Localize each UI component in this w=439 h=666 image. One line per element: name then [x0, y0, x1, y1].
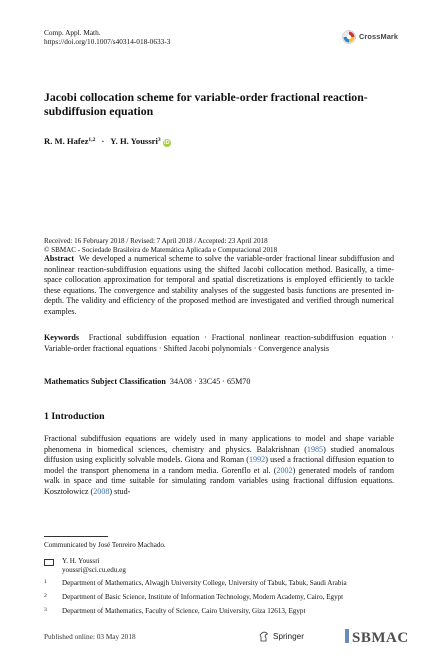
journal-header: [44, 28, 170, 47]
affiliation-text: Department of Basic Science, Institute of Information Technology, Modern Academy, Cairo, Egypt: [62, 593, 344, 601]
sbmac-logo-icon: [344, 627, 409, 646]
citation-link[interactable]: 2008: [93, 486, 110, 496]
intro-text: ) stud-: [109, 486, 131, 496]
author-affiliation-mark: 1,2: [88, 137, 96, 143]
affiliation-number: 3: [44, 607, 47, 613]
citation-link[interactable]: 1985: [306, 444, 324, 454]
keywords: [44, 333, 394, 354]
affiliation-text: Department of Mathematics, Faculty of Science, Cairo University, Giza 12613, Egypt: [62, 607, 306, 615]
author-separator: ·: [101, 136, 105, 146]
affiliation-number: 1: [44, 579, 47, 585]
sbmac-logo-text: SBMAC: [352, 630, 409, 646]
journal-name: Comp. Appl. Math.: [44, 28, 101, 37]
keywords-text: Fractional subdiffusion equation · Fractional nonlinear reaction-subdiffusion equation · Variable-order fractional equations · Shifted Jacobi polynomials · Convergence analysis: [44, 333, 394, 353]
correspondence-block: [44, 557, 384, 616]
affiliation-text: Department of Mathematics, Alwagjh University College, University of Tabuk, Tabuk, Saudi Arabia: [62, 579, 347, 587]
envelope-icon: [44, 559, 54, 566]
publication-dates: [44, 237, 277, 255]
intro-text: ) generated models of random walk in space and time suitable for simulating random variables using fractional diffusion equations. Kosztołowicz (: [44, 465, 394, 496]
page-footer: [44, 630, 409, 646]
corresponding-email[interactable]: youssri@sci.cu.edu.eg: [62, 566, 126, 574]
msc-heading: Mathematics Subject Classification: [44, 377, 166, 386]
author-name[interactable]: R. M. Hafez: [44, 136, 89, 146]
citation-link[interactable]: 2002: [276, 465, 293, 475]
citation-link[interactable]: 1992: [249, 455, 266, 465]
publisher-name: Springer: [273, 632, 304, 641]
abstract-heading: Abstract: [44, 254, 75, 263]
abstract-text: We developed a numerical scheme to solve the variable-order fractional linear subdiffusion and nonlinear reaction-subdiffusion equations using the shifted Jacobi collocation method. Basically, a time-space collocation approximation for temporal and spatial discretizations is employed efficiently to tackle these equations. The convergence and stability analyses of the suggested basis functions are presented in-depth. The validity and efficiency of the proposed method are investigated and verified through numerical examples.: [44, 254, 395, 316]
intro-text: ) used a fractional diffusion equation to model the transport phenomena in a random media. Gorenflo et al. (: [44, 455, 394, 475]
author-line: [44, 136, 171, 147]
crossmark-icon: [342, 30, 356, 44]
intro-text: Fractional subdiffusion equations are widely used in many applications to model and shape variable phenomena in biomedical sciences, chemistry and physics. Balakrishnan (: [44, 434, 394, 454]
subject-classification: [44, 377, 394, 388]
springer-horse-icon: [259, 631, 269, 642]
crossmark-label: CrossMark: [359, 32, 399, 41]
affiliation-item: [44, 607, 384, 616]
orcid-icon[interactable]: iD: [164, 140, 170, 146]
abstract: [44, 254, 394, 318]
affiliation-number: 2: [44, 593, 47, 599]
affiliation-item: [44, 593, 384, 602]
author-affiliation-mark: 3: [157, 137, 161, 143]
history-dates: Received: 16 February 2018 / Revised: 7 April 2018 / Accepted: 23 April 2018: [44, 237, 268, 245]
paper-title: Jacobi collocation scheme for variable-order fractional reaction-subdiffusion equation: [44, 90, 368, 118]
author-name[interactable]: Y. H. Youssri: [110, 136, 158, 146]
copyright-line: © SBMAC - Sociedade Brasileira de Matemática Aplicada e Computacional 2018: [44, 246, 278, 254]
intro-paragraph: [44, 434, 394, 498]
msc-codes: 34A08 · 33C45 · 65M70: [169, 377, 251, 386]
published-date: Published online: 03 May 2018: [44, 632, 136, 641]
affiliation-item: [44, 579, 384, 588]
keywords-heading: Keywords: [44, 333, 80, 342]
section-heading: 1 Introduction: [44, 411, 105, 422]
footnote-rule: [44, 536, 108, 537]
intro-text: ) studied anomalous diffusion using explicitly solvable models. Giona and Roman (: [44, 444, 394, 465]
corresponding-name: Y. H. Youssri: [62, 557, 100, 565]
doi-link[interactable]: https://doi.org/10.1007/s40314-018-0633-3: [44, 37, 171, 47]
corresponding-author: [44, 557, 384, 575]
crossmark-badge[interactable]: [342, 30, 404, 46]
communicated-by: Communicated by José Tenreiro Machado.: [44, 541, 166, 549]
